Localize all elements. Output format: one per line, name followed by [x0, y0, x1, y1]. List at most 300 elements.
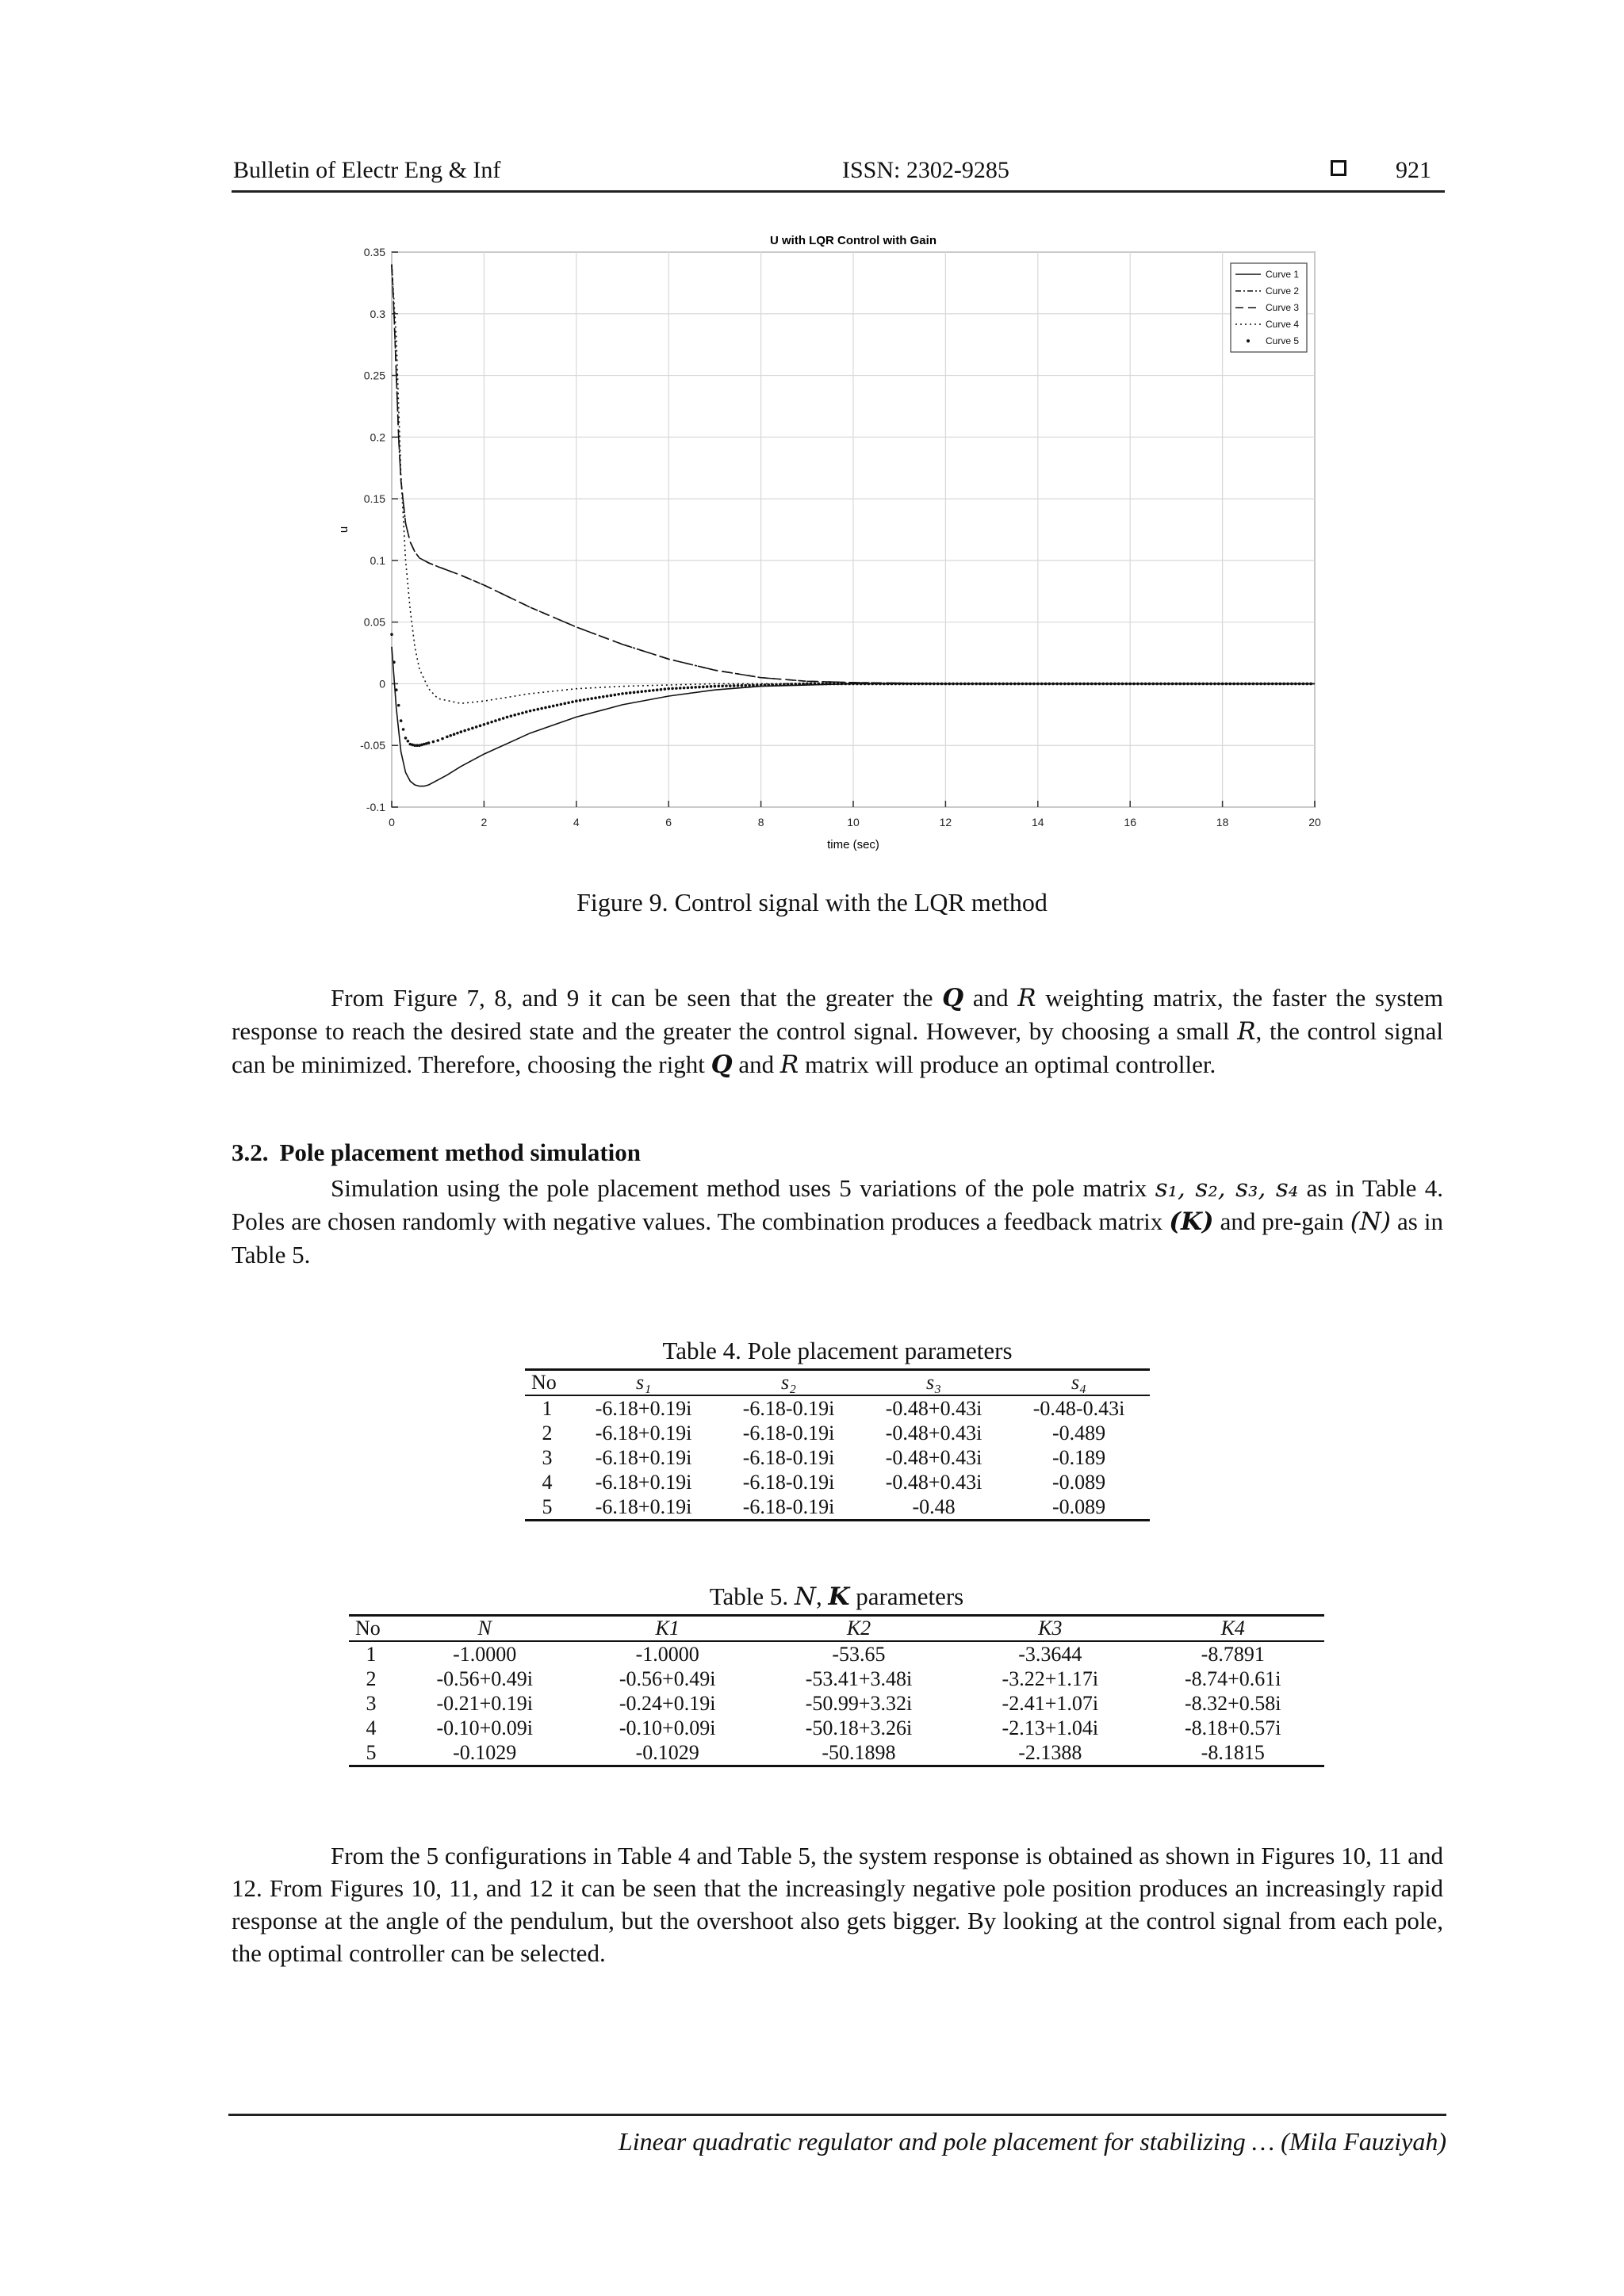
table-cell: 2: [542, 1422, 553, 1445]
table-5-caption: Table 5. N, K parameters: [709, 1582, 964, 1611]
y-tick-label: 0.1: [370, 553, 385, 567]
data-point: [1263, 683, 1266, 686]
data-point: [1005, 683, 1009, 686]
data-point: [594, 697, 597, 700]
data-point: [714, 685, 717, 688]
table-cell: -0.48+0.43i: [885, 1471, 982, 1494]
data-point: [963, 683, 967, 686]
data-point: [483, 723, 486, 726]
data-point: [994, 683, 998, 686]
data-point: [887, 683, 890, 686]
table-cell: -50.1898: [759, 1740, 959, 1766]
data-point: [463, 729, 466, 733]
data-point: [446, 736, 449, 739]
data-point: [552, 705, 555, 708]
data-point: [460, 730, 463, 733]
page-header: [232, 154, 1445, 193]
data-point: [802, 683, 805, 686]
data-point: [948, 683, 951, 686]
data-point: [660, 688, 663, 691]
paragraph-3: From the 5 configurations in Table 4 and Table 5, the system response is obtained as shown in Figures 10, 11 and 12. From Figures 10, 11, and 12 it can be seen that the increasingly negative pole position produces an increasingly rapid response at the angle of the pendulum, but the overshoot also gets bigger. By looking at the control signal from each pole, the optimal controller can be selected.: [232, 1842, 1443, 1967]
table-row: [525, 1421, 1150, 1445]
data-point: [1298, 683, 1301, 686]
table-cell: -8.74+0.61i: [1184, 1667, 1281, 1690]
data-point: [710, 685, 713, 688]
chart-y-label: u: [337, 526, 350, 534]
data-point: [959, 683, 963, 686]
data-point: [1025, 683, 1028, 686]
section-title: Pole placement method simulation: [279, 1138, 641, 1166]
data-point: [982, 683, 986, 686]
data-point: [1267, 683, 1270, 686]
table-cell: -0.10+0.09i: [619, 1716, 716, 1739]
data-point: [791, 683, 794, 686]
data-point: [1086, 683, 1090, 686]
data-point: [506, 716, 509, 719]
table-cell: -53.65: [832, 1643, 886, 1666]
data-point: [471, 727, 474, 730]
data-point: [967, 683, 971, 686]
data-point: [1225, 683, 1228, 686]
journal-name: Bulletin of Electr Eng & Inf: [233, 157, 501, 183]
table-4-header-4: s₄: [1008, 1370, 1150, 1396]
data-point: [864, 683, 867, 686]
data-point: [1163, 683, 1166, 686]
data-point: [860, 683, 863, 686]
table-4-header-1: s₁: [569, 1370, 718, 1396]
data-point: [1155, 683, 1159, 686]
data-point: [821, 683, 824, 686]
data-point: [671, 687, 674, 691]
table-cell: -3.3644: [1018, 1643, 1082, 1666]
data-point: [1028, 683, 1032, 686]
data-point: [1059, 683, 1063, 686]
data-point: [664, 687, 667, 691]
data-point: [971, 683, 975, 686]
data-point: [1294, 683, 1297, 686]
table-cell: -0.56+0.49i: [436, 1667, 533, 1690]
data-point: [1202, 683, 1205, 686]
data-point: [917, 683, 921, 686]
x-tick-label: 10: [847, 816, 860, 828]
data-point: [1051, 683, 1055, 686]
legend-label: Curve 5: [1266, 335, 1300, 346]
data-point: [952, 683, 955, 686]
table-cell: -6.18-0.19i: [742, 1446, 835, 1469]
data-point: [1259, 683, 1262, 686]
data-point: [407, 740, 410, 743]
data-point: [683, 687, 686, 690]
data-point: [1186, 683, 1189, 686]
table-cell: -2.41+1.07i: [1002, 1692, 1099, 1715]
table-cell: -0.089: [1051, 1471, 1106, 1494]
data-point: [1167, 683, 1170, 686]
data-point: [1071, 683, 1074, 686]
data-point: [587, 698, 590, 701]
data-point: [1205, 683, 1208, 686]
table-cell: 5: [525, 1494, 569, 1521]
data-point: [402, 728, 405, 731]
data-point: [610, 694, 613, 697]
x-tick-label: 8: [757, 816, 764, 828]
paragraph-1: From Figure 7, 8, and 9 it can be seen that the greater the Q and R weighting matrix, the faster the system response to reach the desired state and the greater the control signal. However, by choosing a small R, the control signal can be minimized. Therefore, choosing the right Q and R matrix will produce an optimal controller.: [232, 984, 1443, 1079]
data-point: [717, 685, 720, 688]
data-point: [721, 684, 724, 687]
data-point: [1309, 683, 1312, 686]
data-point: [486, 721, 489, 725]
table-5-header-5: K4: [1142, 1616, 1324, 1642]
data-point: [393, 660, 396, 664]
data-point: [798, 683, 801, 686]
data-point: [910, 683, 913, 686]
table-cell: -8.18+0.57i: [1184, 1716, 1281, 1739]
y-tick-label: -0.05: [360, 739, 385, 752]
data-point: [606, 695, 609, 698]
data-point: [637, 691, 640, 694]
page-number: 921: [1396, 157, 1431, 183]
data-point: [529, 710, 532, 713]
data-point: [679, 687, 682, 690]
data-point: [1306, 683, 1309, 686]
chart-x-label: time (sec): [827, 838, 879, 851]
data-point: [513, 714, 516, 717]
table-cell: -2.13+1.04i: [1002, 1716, 1099, 1739]
data-point: [644, 690, 647, 693]
data-point: [986, 683, 990, 686]
data-point: [575, 699, 578, 702]
legend-label: Curve 1: [1266, 269, 1300, 280]
data-point: [806, 683, 809, 686]
data-point: [744, 684, 747, 687]
data-point: [1125, 683, 1128, 686]
table-cell: 5: [349, 1740, 393, 1766]
data-point: [1213, 683, 1216, 686]
data-point: [1121, 683, 1124, 686]
data-point: [779, 683, 782, 687]
data-point: [694, 686, 697, 689]
data-point: [871, 683, 874, 686]
data-point: [929, 683, 932, 686]
data-point: [760, 683, 763, 687]
data-point: [521, 711, 524, 714]
table-cell: -0.56+0.49i: [619, 1667, 716, 1690]
table-cell: -3.22+1.17i: [1002, 1667, 1099, 1690]
data-point: [1232, 683, 1235, 686]
data-point: [537, 708, 540, 711]
data-point: [702, 686, 705, 689]
data-point: [1190, 683, 1193, 686]
table-cell: -6.18+0.19i: [595, 1422, 692, 1445]
table-row: [349, 1691, 1324, 1716]
data-point: [1229, 683, 1232, 686]
y-tick-label: 0.15: [363, 492, 385, 506]
table-cell: -6.18-0.19i: [742, 1422, 835, 1445]
table-cell: -6.18+0.19i: [569, 1494, 718, 1521]
legend-marker: [1247, 339, 1250, 342]
data-point: [656, 688, 659, 691]
data-point: [1171, 683, 1174, 686]
section-heading: [232, 1138, 652, 1167]
data-point: [456, 732, 459, 735]
data-point: [1013, 683, 1017, 686]
data-point: [1063, 683, 1067, 686]
data-point: [998, 683, 1002, 686]
data-point: [1094, 683, 1097, 686]
data-point: [667, 687, 670, 691]
data-point: [1055, 683, 1059, 686]
data-point: [825, 683, 828, 686]
data-point: [1244, 683, 1247, 686]
data-point: [1075, 683, 1078, 686]
data-point: [1255, 683, 1258, 686]
data-point: [432, 740, 435, 744]
table-cell: -50.99+3.32i: [805, 1692, 913, 1715]
data-point: [1159, 683, 1162, 686]
data-point: [453, 733, 456, 736]
table-row: [525, 1445, 1150, 1470]
data-point: [560, 703, 563, 706]
data-point: [879, 683, 882, 686]
figure-9-chart: [331, 222, 1331, 856]
data-point: [640, 690, 643, 693]
data-point: [1198, 683, 1201, 686]
data-point: [1036, 683, 1040, 686]
data-point: [579, 699, 582, 702]
data-point: [1132, 683, 1136, 686]
chart-title: U with LQR Control with Gain: [770, 234, 936, 247]
legend-label: Curve 4: [1266, 319, 1300, 330]
table-row: [349, 1716, 1324, 1740]
data-point: [841, 683, 844, 686]
data-point: [810, 683, 813, 686]
table-row: [349, 1641, 1324, 1667]
data-point: [856, 683, 859, 686]
data-point: [741, 684, 744, 687]
data-point: [921, 683, 925, 686]
data-point: [617, 693, 620, 696]
data-point: [787, 683, 790, 686]
data-point: [748, 684, 751, 687]
table-cell: -0.48: [860, 1494, 1008, 1521]
data-point: [395, 688, 398, 691]
data-point: [898, 683, 901, 686]
data-point: [1105, 683, 1109, 686]
data-point: [590, 697, 593, 700]
data-point: [833, 683, 836, 686]
x-tick-label: 14: [1032, 816, 1044, 828]
table-cell: -0.10+0.09i: [436, 1716, 533, 1739]
table-cell: 3: [542, 1446, 553, 1469]
data-point: [1148, 683, 1151, 686]
data-point: [1178, 683, 1182, 686]
data-point: [1194, 683, 1197, 686]
y-tick-label: 0.25: [363, 369, 385, 382]
data-point: [783, 683, 786, 686]
table-row: [349, 1740, 1324, 1766]
table-cell: -6.18-0.19i: [742, 1471, 835, 1494]
table-cell: -8.1815: [1142, 1740, 1324, 1766]
data-point: [979, 683, 982, 686]
data-point: [1152, 683, 1155, 686]
table-cell: -0.189: [1051, 1446, 1106, 1469]
table-cell: -6.18+0.19i: [595, 1446, 692, 1469]
table-cell: -0.48+0.43i: [885, 1446, 982, 1469]
table-cell: -0.24+0.19i: [619, 1692, 716, 1715]
table-cell: -6.18-0.19i: [742, 1397, 835, 1420]
table-4-caption: Table 4. Pole placement parameters: [662, 1337, 1013, 1364]
data-point: [875, 683, 878, 686]
table-cell: -0.1029: [576, 1740, 758, 1766]
table-5-header-2: K1: [576, 1616, 758, 1642]
data-point: [883, 683, 886, 686]
data-point: [548, 706, 551, 709]
data-point: [479, 725, 482, 728]
legend-label: Curve 3: [1266, 302, 1300, 313]
table-cell: -0.21+0.19i: [436, 1692, 533, 1715]
data-point: [525, 710, 528, 714]
data-point: [633, 691, 636, 695]
y-tick-label: 0.2: [370, 430, 385, 444]
data-point: [706, 685, 709, 688]
x-tick-label: 2: [481, 816, 488, 828]
paragraph-2: Simulation using the pole placement method uses 5 variations of the pole matrix s₁, s₂, s₃, s₄ as in Table 4. Poles are chosen randomly with negative values. The combination produces a feedback matrix (K) and pre-gain (N) as in Table 5.: [232, 1174, 1444, 1269]
data-point: [449, 734, 452, 737]
data-point: [1144, 683, 1147, 686]
data-point: [1175, 683, 1178, 686]
data-point: [1221, 683, 1224, 686]
table-cell: 3: [366, 1692, 377, 1715]
table-cell: -0.1029: [393, 1740, 576, 1766]
table-row: [525, 1395, 1150, 1421]
data-point: [675, 687, 678, 690]
table-cell: -1.0000: [453, 1643, 517, 1666]
data-point: [902, 683, 905, 686]
data-point: [687, 687, 690, 690]
data-point: [837, 683, 840, 686]
issn: ISSN: 2302-9285: [842, 157, 1009, 183]
data-point: [944, 683, 948, 686]
data-point: [510, 714, 513, 718]
chart-legend: [1231, 263, 1307, 352]
data-point: [598, 696, 601, 699]
data-point: [940, 683, 944, 686]
data-point: [1128, 683, 1132, 686]
data-point: [1082, 683, 1086, 686]
table-row: [349, 1667, 1324, 1691]
table-cell: -1.0000: [635, 1643, 699, 1666]
data-point: [1009, 683, 1013, 686]
figure-9-caption: Figure 9. Control signal with the LQR method: [576, 888, 1048, 916]
data-point: [1113, 683, 1116, 686]
data-point: [1021, 683, 1025, 686]
data-point: [1117, 683, 1120, 686]
data-point: [475, 725, 478, 729]
x-tick-label: 20: [1308, 816, 1321, 828]
data-point: [556, 704, 559, 707]
data-point: [614, 694, 617, 697]
data-point: [390, 633, 393, 636]
data-point: [956, 683, 959, 686]
data-point: [756, 683, 759, 687]
data-point: [1067, 683, 1071, 686]
data-point: [845, 683, 848, 686]
table-cell: -0.089: [1008, 1494, 1150, 1521]
data-point: [1101, 683, 1105, 686]
data-point: [1290, 683, 1293, 686]
data-point: [621, 692, 624, 695]
table-cell: -2.1388: [959, 1740, 1141, 1766]
data-point: [1275, 683, 1278, 686]
data-point: [1252, 683, 1255, 686]
page-footer: [228, 2114, 1446, 2156]
table-5-header-4: K3: [959, 1616, 1141, 1642]
data-point: [1217, 683, 1220, 686]
data-point: [517, 713, 520, 716]
data-point: [563, 702, 566, 706]
data-point: [829, 683, 832, 686]
table-cell: -53.41+3.48i: [805, 1667, 913, 1690]
data-point: [852, 683, 855, 686]
data-point: [648, 689, 651, 692]
data-point: [1282, 683, 1285, 686]
y-tick-label: 0.3: [370, 307, 385, 320]
data-point: [752, 683, 755, 687]
table-cell: -0.489: [1051, 1422, 1106, 1445]
data-point: [1302, 683, 1305, 686]
data-point: [1048, 683, 1051, 686]
data-point: [1044, 683, 1048, 686]
data-point: [1140, 683, 1143, 686]
table-4: [525, 1337, 1150, 1521]
table-5: [349, 1582, 1324, 1767]
legend-label: Curve 2: [1266, 285, 1300, 297]
data-point: [733, 684, 736, 687]
data-point: [1236, 683, 1239, 686]
data-point: [1136, 683, 1139, 686]
data-point: [725, 684, 728, 687]
x-tick-label: 4: [573, 816, 580, 828]
data-point: [629, 691, 632, 695]
data-point: [1182, 683, 1185, 686]
data-point: [848, 683, 851, 686]
table-cell: 4: [366, 1716, 377, 1739]
data-point: [652, 689, 655, 692]
x-tick-label: 18: [1216, 816, 1229, 828]
data-point: [567, 701, 570, 704]
data-point: [1240, 683, 1243, 686]
data-point: [1109, 683, 1113, 686]
data-point: [729, 684, 732, 687]
table-cell: -0.48-0.43i: [1032, 1397, 1125, 1420]
data-point: [936, 683, 940, 686]
y-tick-label: 0.35: [363, 246, 385, 258]
data-point: [436, 739, 439, 742]
table-4-header-2: s₂: [718, 1370, 860, 1396]
data-point: [404, 737, 408, 740]
table-cell: -8.32+0.58i: [1184, 1692, 1281, 1715]
data-point: [1271, 683, 1274, 686]
data-point: [467, 728, 470, 731]
data-point: [894, 683, 898, 686]
data-point: [397, 704, 400, 707]
data-point: [1286, 683, 1289, 686]
table-5-header-1: N: [393, 1616, 576, 1642]
data-point: [1090, 683, 1094, 686]
data-point: [1002, 683, 1005, 686]
table-cell: 4: [542, 1471, 553, 1494]
footer-citation: Linear quadratic regulator and pole placement for stabilizing … (Mila Fauziyah): [618, 2127, 1446, 2156]
table-cell: -6.18+0.19i: [595, 1471, 692, 1494]
